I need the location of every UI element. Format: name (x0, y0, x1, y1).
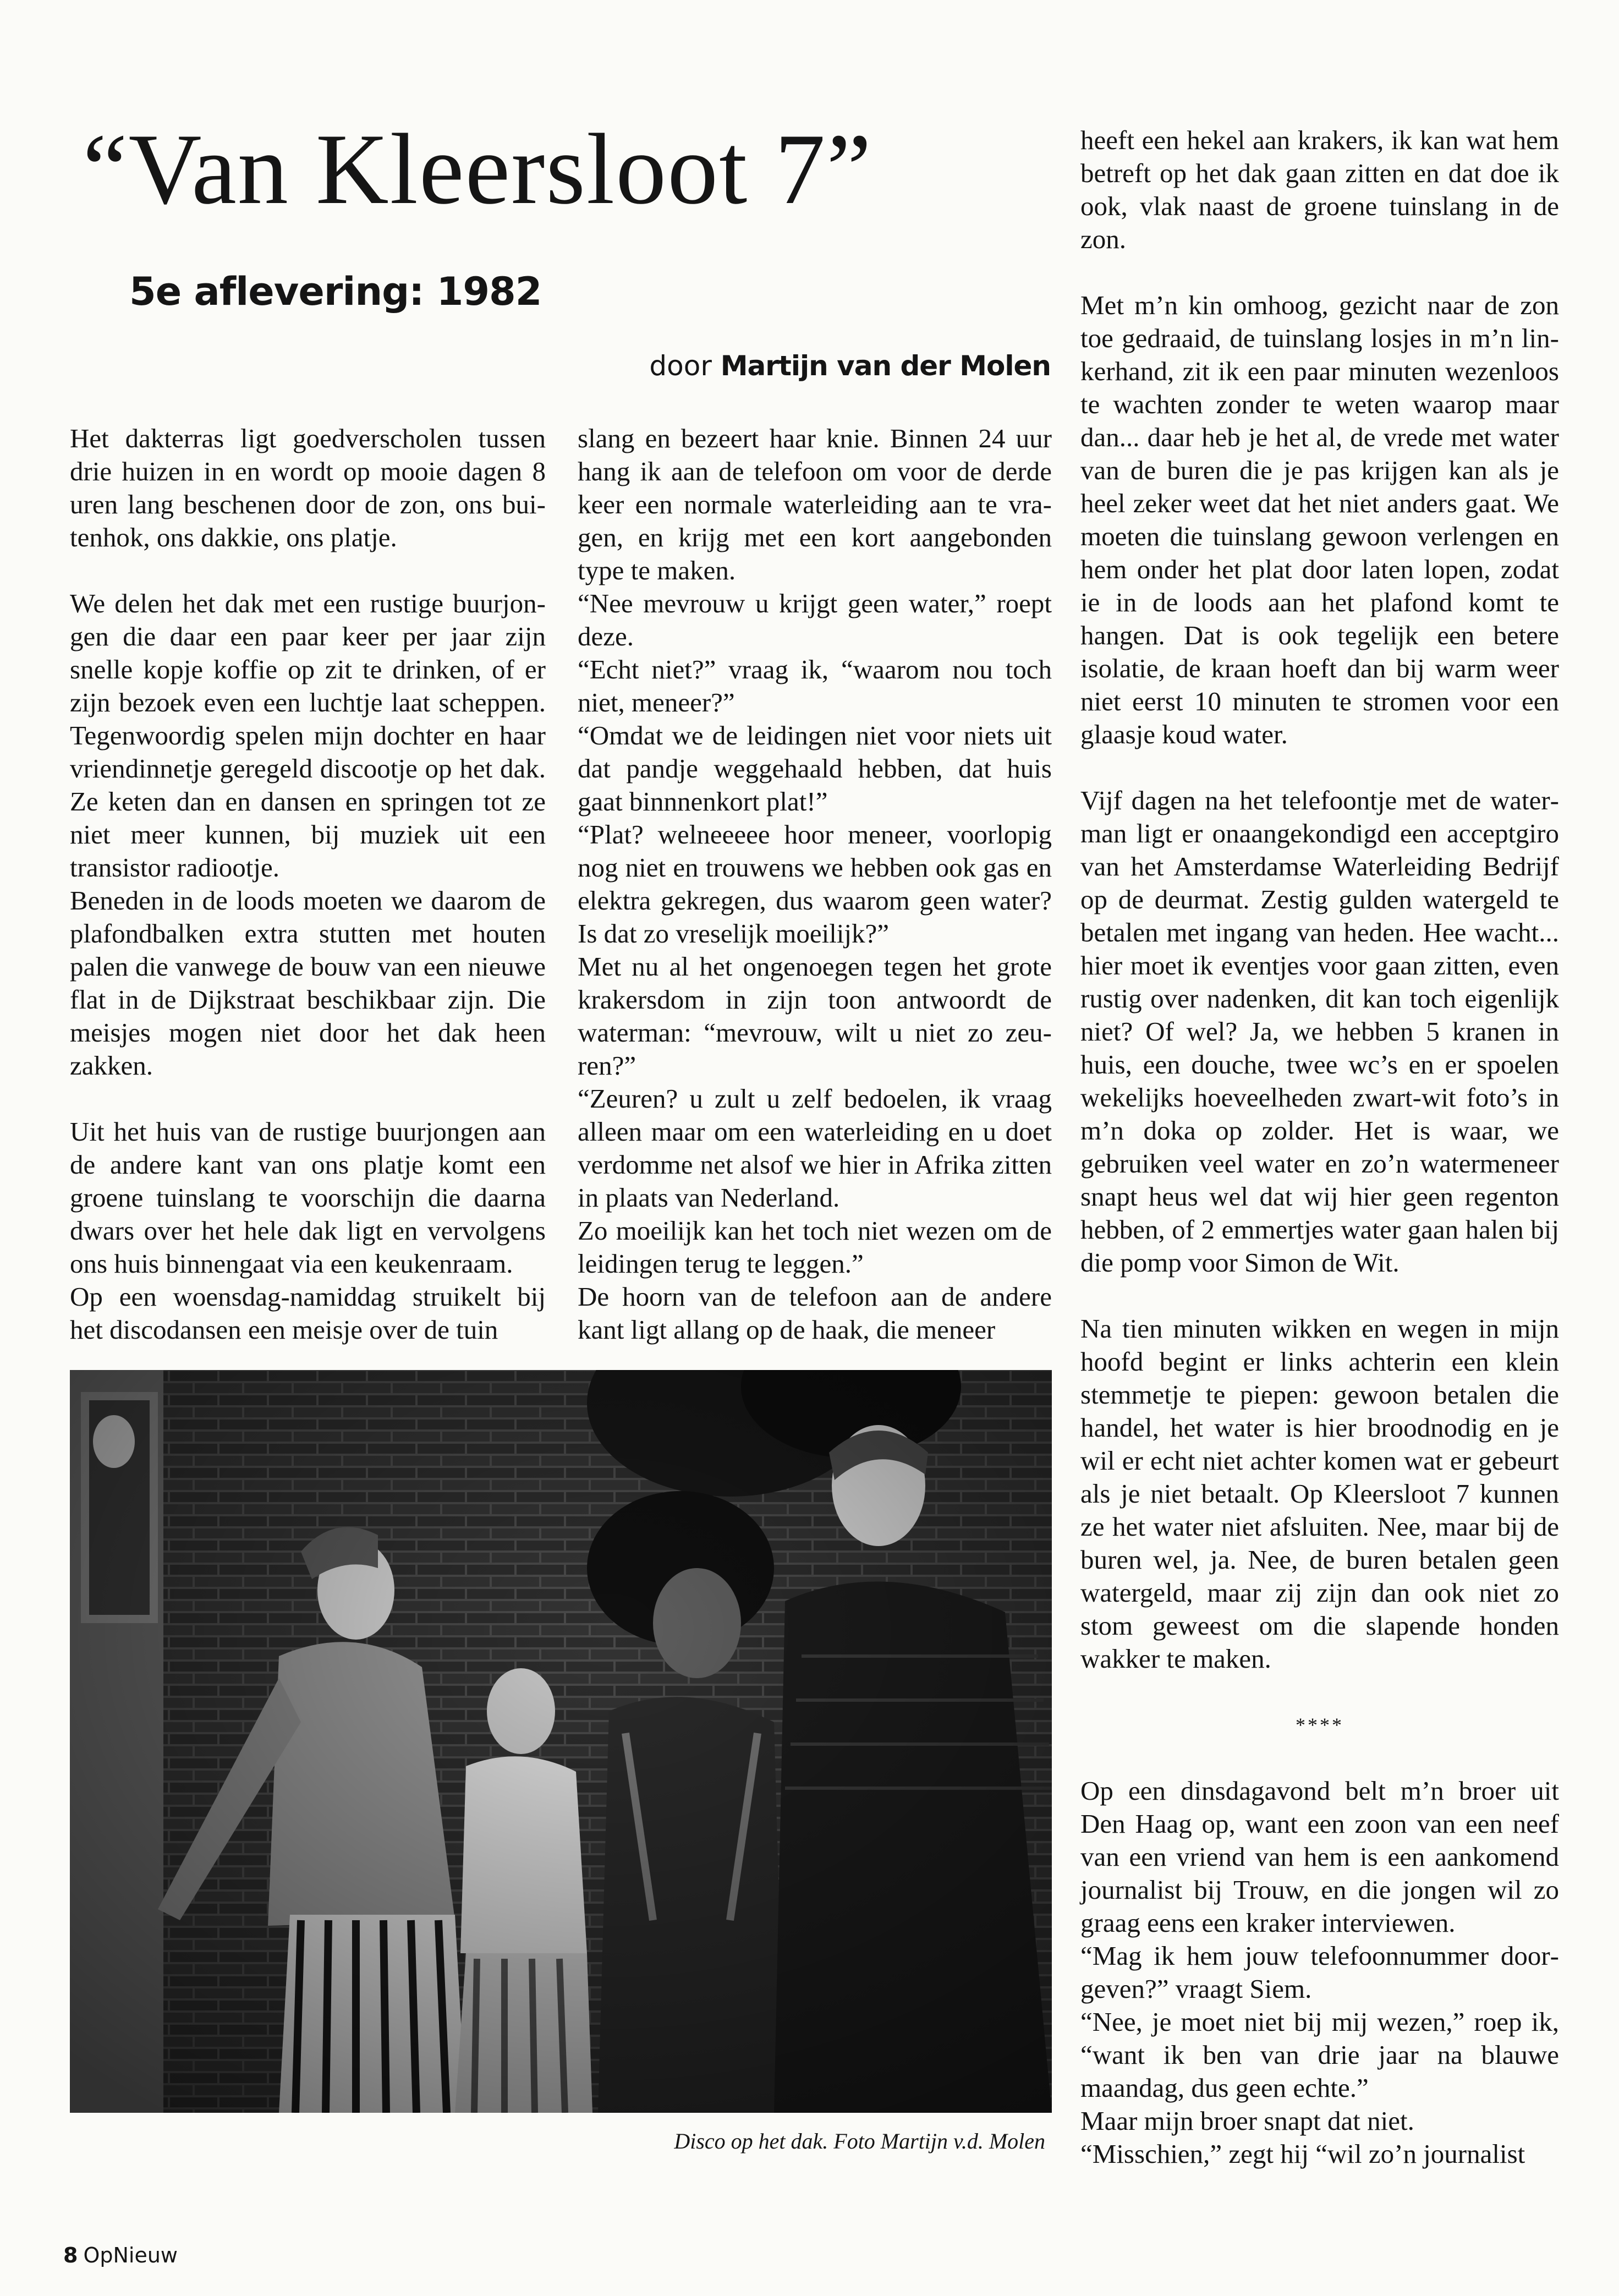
paragraph: heeft een hekel aan krakers, ik kan wat hem betreft op het dak gaan zitten en dat doe ik ook, vlak naast de groene tuinslang in de zon. (1080, 125, 1559, 254)
text-column-1 (70, 422, 546, 1346)
paragraph: “Plat? welneeeee hoor meneer, voorlopig nog niet en trouwens we hebben ook gas en elektra gekregen, dus waarom geen water? Is dat zo vreselijk moeilijk?” (578, 819, 1052, 949)
paragraph: Na tien minuten wikken en wegen in mijn hoofd begint er links achterin een klein stemmetje te piepen: gewoon betalen die handel, het water is hier broodnodig en je wil er echt niet achter komen wat er gebeurt als je niet betaalt. Op Kleersloot 7 kunnen ze het water niet afsluiten. Nee, maar bij de buren wel, ja. Nee, de buren betalen geen watergeld, maar zij zijn dan ook niet zo stom geweest om die slapende honden wakker te maken. (1080, 1313, 1559, 1674)
paragraph: “Zeuren? u zult u zelf bedoelen, ik vraag alleen maar om een waterleiding en u doet verdomme net alsof we hier in Afrika zitten in plaats van Nederland. (578, 1083, 1052, 1213)
paragraph: “Misschien,” zegt hij “wil zo’n journalist (1080, 2139, 1525, 2169)
article-subtitle: 5e aflevering: 1982 (129, 269, 542, 314)
magazine-name: OpNieuw (83, 2243, 178, 2267)
paragraph: “Nee, je moet niet bij mij wezen,” roep ik, “want ik ben van drie jaar na blauwe maandag, dus geen echte.” (1080, 2007, 1559, 2103)
paragraph: “Nee mevrouw u krijgt geen water,” roept deze. (578, 588, 1052, 651)
paragraph: “Mag ik hem jouw telefoonnummer doorgeven?” vraagt Siem. (1080, 1941, 1559, 2004)
paragraph: Op een woensdag-namiddag struikelt bij het discodansen een meisje over de tuin (70, 1281, 546, 1345)
section-divider: **** (1296, 1714, 1344, 1736)
text-column-3 (1080, 124, 1559, 2171)
paragraph: Zo moeilijk kan het toch niet wezen om de leidingen terug te leggen.” (578, 1215, 1052, 1279)
page-number: 8 (63, 2243, 78, 2267)
paragraph: We delen het dak met een rustige buurjongen die daar een paar keer per jaar zijn snelle kopje koffie op zit te drinken, of er zijn bezoek even een luchtje laat scheppen. Tegenwoordig spelen mijn dochter en haar vriendinnetje geregeld discootje op het dak. Ze keten dan en dansen en springen tot ze niet meer kunnen, bij muziek uit een transistor radiootje. (70, 588, 546, 883)
paragraph: Het dakterras ligt goedverscholen tussen drie huizen in en wordt op mooie dagen 8 uren lang beschenen door de zon, ons buitenhok, ons dakkie, ons platje. (70, 423, 546, 552)
paragraph: “Omdat we de leidingen niet voor niets uit dat pandje weggehaald hebben, dat huis gaat binnnenkort plat!” (578, 720, 1052, 817)
paragraph: Op een dinsdagavond belt m’n broer uit Den Haag op, want een zoon van een neef van een vriend van hem is een aankomend journalist bij Trouw, en die jongen wil zo graag eens een kraker interviewen. (1080, 1776, 1559, 1938)
article-title: “Van Kleersloot 7” (83, 113, 872, 225)
byline-prefix: door (649, 350, 712, 382)
paragraph: Beneden in de loods moeten we daarom de plafondbalken extra stutten met houten palen die vanwege de bouw van een nieuwe flat in de Dijkstraat beschikbaar zijn. Die meisjes mogen niet door het dak heen zakken. (70, 885, 546, 1081)
page-footer (63, 2245, 178, 2266)
text-column-2 (578, 422, 1052, 1346)
article-photo (70, 1370, 1052, 2113)
photo-caption: Disco op het dak. Foto Martijn v.d. Molen (674, 2129, 1045, 2153)
paragraph: Met nu al het ongenoegen tegen het grote krakersdom in zijn toon antwoordt de waterman: “mevrouw, wilt u niet zo zeuren?” (578, 951, 1052, 1081)
paragraph: Uit het huis van de rustige buurjongen aan de andere kant van ons platje komt een groene tuinslang te voorschijn die daarna dwars over het hele dak ligt en vervolgens ons huis binnengaat via een keukenraam. (70, 1116, 546, 1279)
byline (572, 352, 1051, 380)
author-name: Martijn van der Molen (720, 350, 1051, 382)
paragraph: slang en bezeert haar knie. Binnen 24 uur hang ik aan de telefoon om voor de derde keer een normale waterleiding aan te vragen, en krijg met een kort aangebonden type te maken. (578, 423, 1052, 585)
paragraph: Vijf dagen na het telefoontje met de waterman ligt er onaangekondigd een acceptgiro van het Amsterdamse Waterleiding Bedrijf op de deurmat. Zestig gulden watergeld te betalen met ingang van heden. Hee wacht... hier moet ik eventjes voor gaan zitten, even rustig over nadenken, dit kan toch eigenlijk niet? Of wel? Ja, we hebben 5 kranen in huis, een douche, twee wc’s en er spoelen wekelijks hoeveelheden zwart-wit foto’s in m’n doka op zolder. Het is waar, we gebruiken veel water en zo’n watermeneer snapt heus wel dat wij hier geen regenton hebben, of 2 emmertjes water gaan halen bij die pomp voor Simon de Wit. (1080, 785, 1559, 1278)
paragraph: “Echt niet?” vraag ik, “waarom nou toch niet, meneer?” (578, 654, 1052, 717)
paragraph: Maar mijn broer snapt dat niet. (1080, 2106, 1414, 2136)
paragraph: Met m’n kin omhoog, gezicht naar de zon toe gedraaid, de tuinslang losjes in m’n linkerhand, zit ik een paar minuten wezenloos te wachten zonder te weten waarop maar dan... daar heb je het al, de vrede met water van de buren die je pas krijgen kan als je heel zeker weet dat het niet anders gaat. We moeten die tuinslang gewoon verlengen en hem onder het plat door laten lopen, zodat ie in de loods aan het plafond komt te hangen. Dat is ook tegelijk een betere isolatie, de kraan hoeft dan bij warm weer niet eerst 10 minuten te stromen voor een glaasje koud water. (1080, 290, 1559, 749)
paragraph: De hoorn van de telefoon aan de andere kant ligt allang op de haak, die meneer (578, 1281, 1052, 1345)
